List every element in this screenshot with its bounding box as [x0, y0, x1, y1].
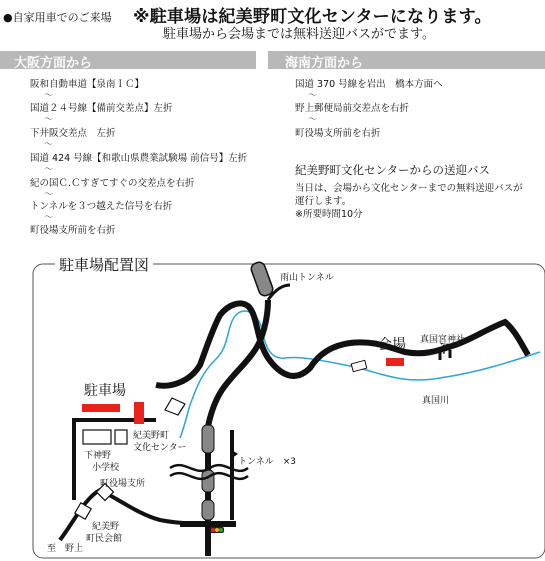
kainan-step: 町役場支所前を右折 — [295, 128, 381, 139]
culture-center-building — [115, 430, 127, 444]
osaka-step: 国道２４号線【備前交差点】左折 — [30, 103, 173, 114]
hall-label: 紀美野 — [92, 522, 120, 532]
to-nogami-label: 至 野上 — [47, 544, 84, 554]
tunnel-mark — [202, 425, 214, 453]
osaka-step: 阪和自動車道【泉南ＩＣ】 — [30, 79, 145, 90]
private-car-label: ●自家用車でのご来場 — [3, 11, 112, 24]
tunnels-label: トンネル ×3 — [238, 457, 296, 467]
step-connector: 〜 — [44, 140, 54, 150]
hall-label: 町民会館 — [86, 534, 123, 544]
parking-label: 駐車場 — [84, 383, 126, 399]
river-label: 真国川 — [422, 396, 450, 406]
shrine-label: 真国宮神社 — [420, 335, 466, 345]
school-label: 下神野 — [84, 451, 112, 461]
osaka-route-title: 大阪方面から — [14, 56, 93, 71]
tunnel-north-mark — [250, 261, 275, 298]
office-label: 町役場支所 — [100, 479, 146, 489]
shuttle-notice: 駐車場から会場までは無料送迎バスがでます。 — [163, 27, 435, 42]
osaka-step: 紀の国Ｃ.Ｃすぎてすぐの交差点を右折 — [30, 178, 195, 189]
parking-notice: ※駐車場は紀美野町文化センターになります。 — [133, 7, 492, 27]
osaka-step: トンネルを３つ越えた信号を右折 — [30, 201, 173, 212]
kainan-step: 野上郵便局前交差点を右折 — [295, 103, 410, 114]
venue-mark — [386, 358, 404, 366]
kainan-step: 国道 370 号線を岩出 橋本方面へ — [295, 79, 443, 90]
step-connector: 〜 — [44, 190, 54, 200]
culture-center-label: 紀美野町 — [133, 431, 170, 441]
kainan-route-title: 海南方面から — [285, 56, 364, 71]
shuttle-note-line: ※所要時間10分 — [295, 209, 363, 220]
step-connector: 〜 — [44, 213, 54, 223]
step-connector: 〜 — [308, 115, 318, 125]
school-building — [83, 430, 111, 444]
school-label: 小学校 — [92, 463, 120, 473]
tunnel-north-label: 雨山トンネル — [280, 273, 334, 283]
osaka-step: 下井阪交差点 左折 — [30, 128, 116, 139]
main-road — [156, 303, 528, 385]
shrine-icon: ⛩ — [440, 342, 454, 355]
step-connector: 〜 — [308, 91, 318, 101]
tunnel-mark — [202, 500, 214, 520]
shuttle-note-line: 運行します。 — [295, 196, 352, 207]
shuttle-note-title: 紀美野町文化センターからの送迎バス — [295, 163, 491, 177]
map-title: 駐車場配置図 — [55, 254, 153, 275]
venue-label: 会場 — [378, 337, 406, 353]
step-connector: 〜 — [44, 165, 54, 175]
step-connector: 〜 — [44, 115, 54, 125]
parking-mark — [134, 402, 144, 424]
small-building — [165, 398, 185, 415]
osaka-step: 国道 424 号線【和歌山県農業試験場 前信号】左折 — [30, 153, 248, 164]
tunnel-mark — [202, 470, 214, 492]
parking-mark — [82, 404, 120, 412]
shuttle-note-line: 当日は、会場から文化センターまでの無料送迎バスが — [295, 183, 523, 194]
step-connector: 〜 — [44, 91, 54, 101]
culture-center-label: 文化センター — [133, 443, 187, 453]
osaka-step: 町役場支所前を右折 — [30, 225, 116, 236]
